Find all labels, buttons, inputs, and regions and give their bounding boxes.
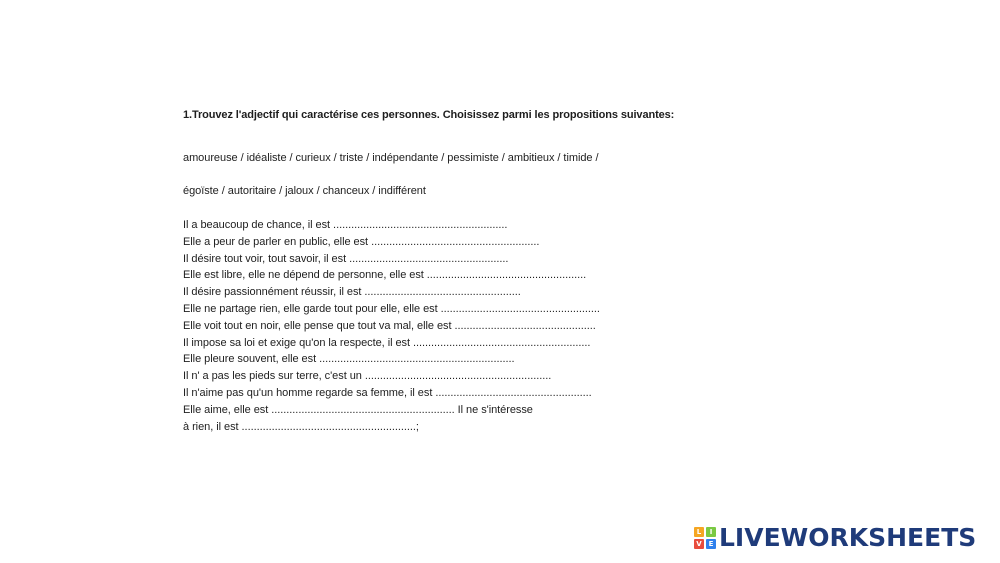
exercise-lines [183, 217, 743, 435]
exercise-line: Il a beaucoup de chance, il est .......................................................... [183, 218, 508, 231]
exercise-title: 1.Trouvez l'adjectif qui caractérise ces personnes. Choisissez parmi les propositions suivantes: [183, 109, 675, 121]
options-line: amoureuse / idéaliste / curieux / triste / indépendante / pessimiste / ambitieux / timide / [183, 151, 599, 164]
exercise-line: Elle ne partage rien, elle garde tout pour elle, elle est ..................................................... [183, 302, 600, 315]
liveworksheets-logo[interactable] [694, 522, 976, 554]
exercise-line: Elle aime, elle est ............................................................. Il ne s'intéresse [183, 403, 533, 416]
exercise-line: Elle est libre, elle ne dépend de personne, elle est ..................................................... [183, 269, 587, 282]
exercise-line: Elle voit tout en noir, elle pense que tout va mal, elle est ............................................... [183, 319, 596, 332]
exercise-line: Il n' a pas les pieds sur terre, c'est un .............................................................. [183, 370, 552, 383]
exercise-line: Elle a peur de parler en public, elle est ........................................................ [183, 235, 540, 248]
options-list [183, 133, 743, 217]
logo-text: LIVEWORKSHEETS [719, 523, 977, 552]
exercise-line: Il désire tout voir, tout savoir, il est ..................................................... [183, 252, 509, 265]
logo-tile: V [694, 539, 704, 549]
logo-tile: L [694, 527, 704, 537]
exercise-line: Elle pleure souvent, elle est ................................................................. [183, 353, 515, 366]
logo-tile: E [706, 539, 716, 549]
worksheet [183, 108, 743, 435]
exercise-line: Il désire passionnément réussir, il est .................................................... [183, 286, 521, 299]
exercise-line: à rien, il est ..........................................................; [183, 420, 419, 433]
exercise-line: Il impose sa loi et exige qu'on la respecte, il est ........................................................... [183, 336, 591, 349]
logo-icon [694, 527, 716, 549]
exercise-line: Il n'aime pas qu'un homme regarde sa femme, il est .................................................... [183, 386, 592, 399]
options-line: égoïste / autoritaire / jaloux / chanceux / indifférent [183, 185, 426, 198]
logo-tile: I [706, 527, 716, 537]
